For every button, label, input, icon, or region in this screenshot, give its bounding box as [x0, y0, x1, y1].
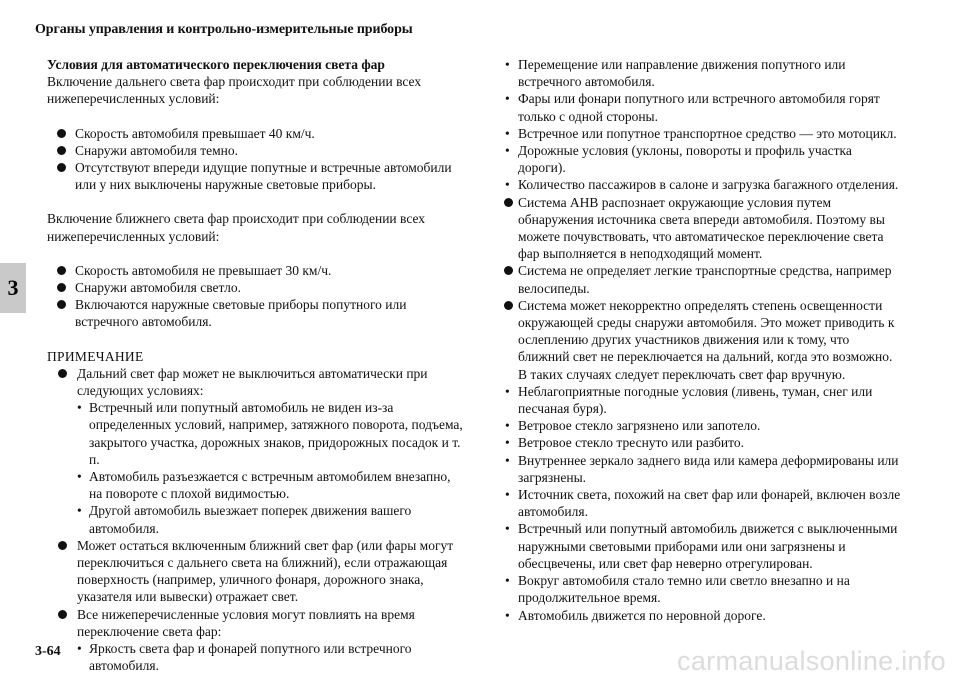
sub-item: • Дорожные условия (уклоны, повороты и профиль участка дороги).	[505, 143, 852, 176]
sub-bullet-icon: •	[77, 503, 82, 519]
page-number: 3-64	[35, 644, 61, 659]
sub-bullet-icon: •	[77, 641, 82, 657]
bullet-icon	[504, 301, 513, 310]
right-column	[502, 56, 902, 624]
sub-item: • Источник света, похожий на свет фар или фонарей, включен возле автомобиля.	[505, 487, 901, 520]
list-item: Может остаться включенным ближний свет фар (или фары могут переключиться с дальнего света на ближний), если отражающая поверхность (например, уличного фонаря, дорожного знака, указателя или вывески) отражает свет.	[47, 537, 467, 606]
sub-item: • Другой автомобиль выезжает поперек движения вашего автомобиля.	[77, 503, 412, 536]
chapter-tab-number: 3	[7, 275, 19, 300]
low-beam-intro: Включение ближнего света фар происходит при соблюдении всех нижеперечисленных условий:	[47, 211, 426, 244]
list-item: Снаружи автомобиля темно.	[47, 142, 467, 159]
bullet-icon	[58, 369, 67, 378]
section-title: Условия для автоматического переключения света фар	[47, 57, 385, 72]
list-item: Включаются наружные световые приборы попутного или встречного автомобиля.	[47, 296, 467, 330]
watermark: carmanualsonline.info	[677, 646, 946, 676]
sub-item: • Вокруг автомобиля стало темно или светло внезапно и на продолжительное время.	[505, 573, 850, 606]
sub-item: • Ветровое стекло треснуто или разбито.	[505, 435, 744, 451]
sub-bullet-icon: •	[505, 435, 510, 451]
sub-item: • Фары или фонари попутного или встречного автомобиля горят только с одной стороны.	[505, 91, 880, 124]
sub-bullet-icon: •	[505, 452, 510, 468]
sub-bullet-icon: •	[505, 177, 510, 193]
sub-bullet-icon: •	[505, 383, 510, 399]
list-item: Все нижеперечисленные условия могут повлиять на время переключение света фар:	[47, 606, 467, 640]
sub-bullet-icon: •	[77, 469, 82, 485]
sub-bullet-icon: •	[505, 125, 510, 141]
note-list	[47, 365, 467, 675]
sub-item: • Автомобиль разъезжается с встречным автомобилем внезапно, на повороте с плохой видимостью.	[77, 469, 451, 502]
bullet-icon	[57, 146, 66, 155]
sub-bullet-icon: •	[505, 573, 510, 589]
bullet-icon	[504, 198, 513, 207]
sub-item: • Яркость света фар и фонарей попутного или встречного автомобиля.	[77, 641, 412, 674]
list-item: Снаружи автомобиля светло.	[47, 279, 467, 296]
list-item: Система может некорректно определять степень освещенности окружающей среды снаружи автомобиля. Это может приводить к ослеплению других участников движения или к тому, что ближний свет не переключается на дальний, когда это возможно. В таких случаях следует переключать свет фар вручную.	[502, 297, 902, 383]
low-beam-conditions	[47, 262, 467, 331]
bullet-icon	[58, 541, 67, 550]
sub-item: • Встречный или попутный автомобиль движется с выключенными наружными световыми приборами или они загрязнены и обесцвечены, или свет фар неверно отрегулирован.	[505, 521, 898, 571]
note-heading: ПРИМЕЧАНИЕ	[47, 348, 144, 364]
sub-bullet-icon: •	[505, 143, 510, 159]
sub-item: • Внутреннее зеркало заднего вида или камера деформированы или загрязнены.	[505, 452, 899, 485]
list-item: Скорость автомобиля не превышает 30 км/ч.	[47, 262, 467, 279]
high-beam-intro: Включение дальнего света фар происходит при соблюдении всех нижеперечисленных условий:	[47, 74, 422, 107]
list-item: Система не определяет легкие транспортные средства, например велосипеды.	[502, 262, 902, 296]
list-item: Дальний свет фар может не выключиться автоматически при следующих условиях:	[47, 365, 467, 399]
bullet-icon	[57, 266, 66, 275]
sub-item: • Количество пассажиров в салоне и загрузка багажного отделения.	[505, 177, 899, 193]
bullet-icon	[57, 283, 66, 292]
bullet-icon	[57, 129, 66, 138]
bullet-icon	[504, 266, 513, 275]
sub-item: • Встречное или попутное транспортное средство — это мотоцикл.	[505, 125, 897, 141]
running-header: Органы управления и контрольно-измерительные приборы	[35, 22, 413, 37]
sub-item: • Ветровое стекло загрязнено или запотело.	[505, 418, 761, 434]
bullet-icon	[58, 610, 67, 619]
sub-bullet-icon: •	[505, 418, 510, 434]
list-item: Отсутствуют впереди идущие попутные и встречные автомобили или у них выключены наружные световые приборы.	[47, 159, 467, 193]
high-beam-conditions	[47, 125, 467, 194]
sub-bullet-icon: •	[505, 91, 510, 107]
bullet-icon	[57, 163, 66, 172]
sub-bullet-icon: •	[505, 521, 510, 537]
bullet-icon	[57, 300, 66, 309]
sub-bullet-icon: •	[505, 607, 510, 623]
sub-item: • Автомобиль движется по неровной дороге.	[505, 607, 766, 623]
sub-item: • Неблагоприятные погодные условия (ливень, туман, снег или песчаная буря).	[505, 383, 873, 417]
list-item: Скорость автомобиля превышает 40 км/ч.	[47, 125, 467, 142]
list-item: Система AHB распознает окружающие условия путем обнаружения источника света впереди автомобиля. Поэтому вы можете почувствовать, что автоматическое переключение света фар выполняется в неподходящий момент.	[502, 194, 902, 263]
sub-bullet-icon: •	[77, 400, 82, 416]
sub-item: • Перемещение или направление движения попутного или встречного автомобиля.	[505, 57, 846, 90]
sub-bullet-icon: •	[505, 487, 510, 503]
sub-bullet-icon: •	[505, 57, 510, 72]
chapter-tab	[0, 263, 26, 313]
sub-item: • Встречный или попутный автомобиль не виден из-за определенных условий, например, затяжного поворота, подъема, закрытого участка, дорожных знаков, придорожных посадок и т. п.	[77, 400, 463, 467]
left-column	[47, 56, 467, 675]
